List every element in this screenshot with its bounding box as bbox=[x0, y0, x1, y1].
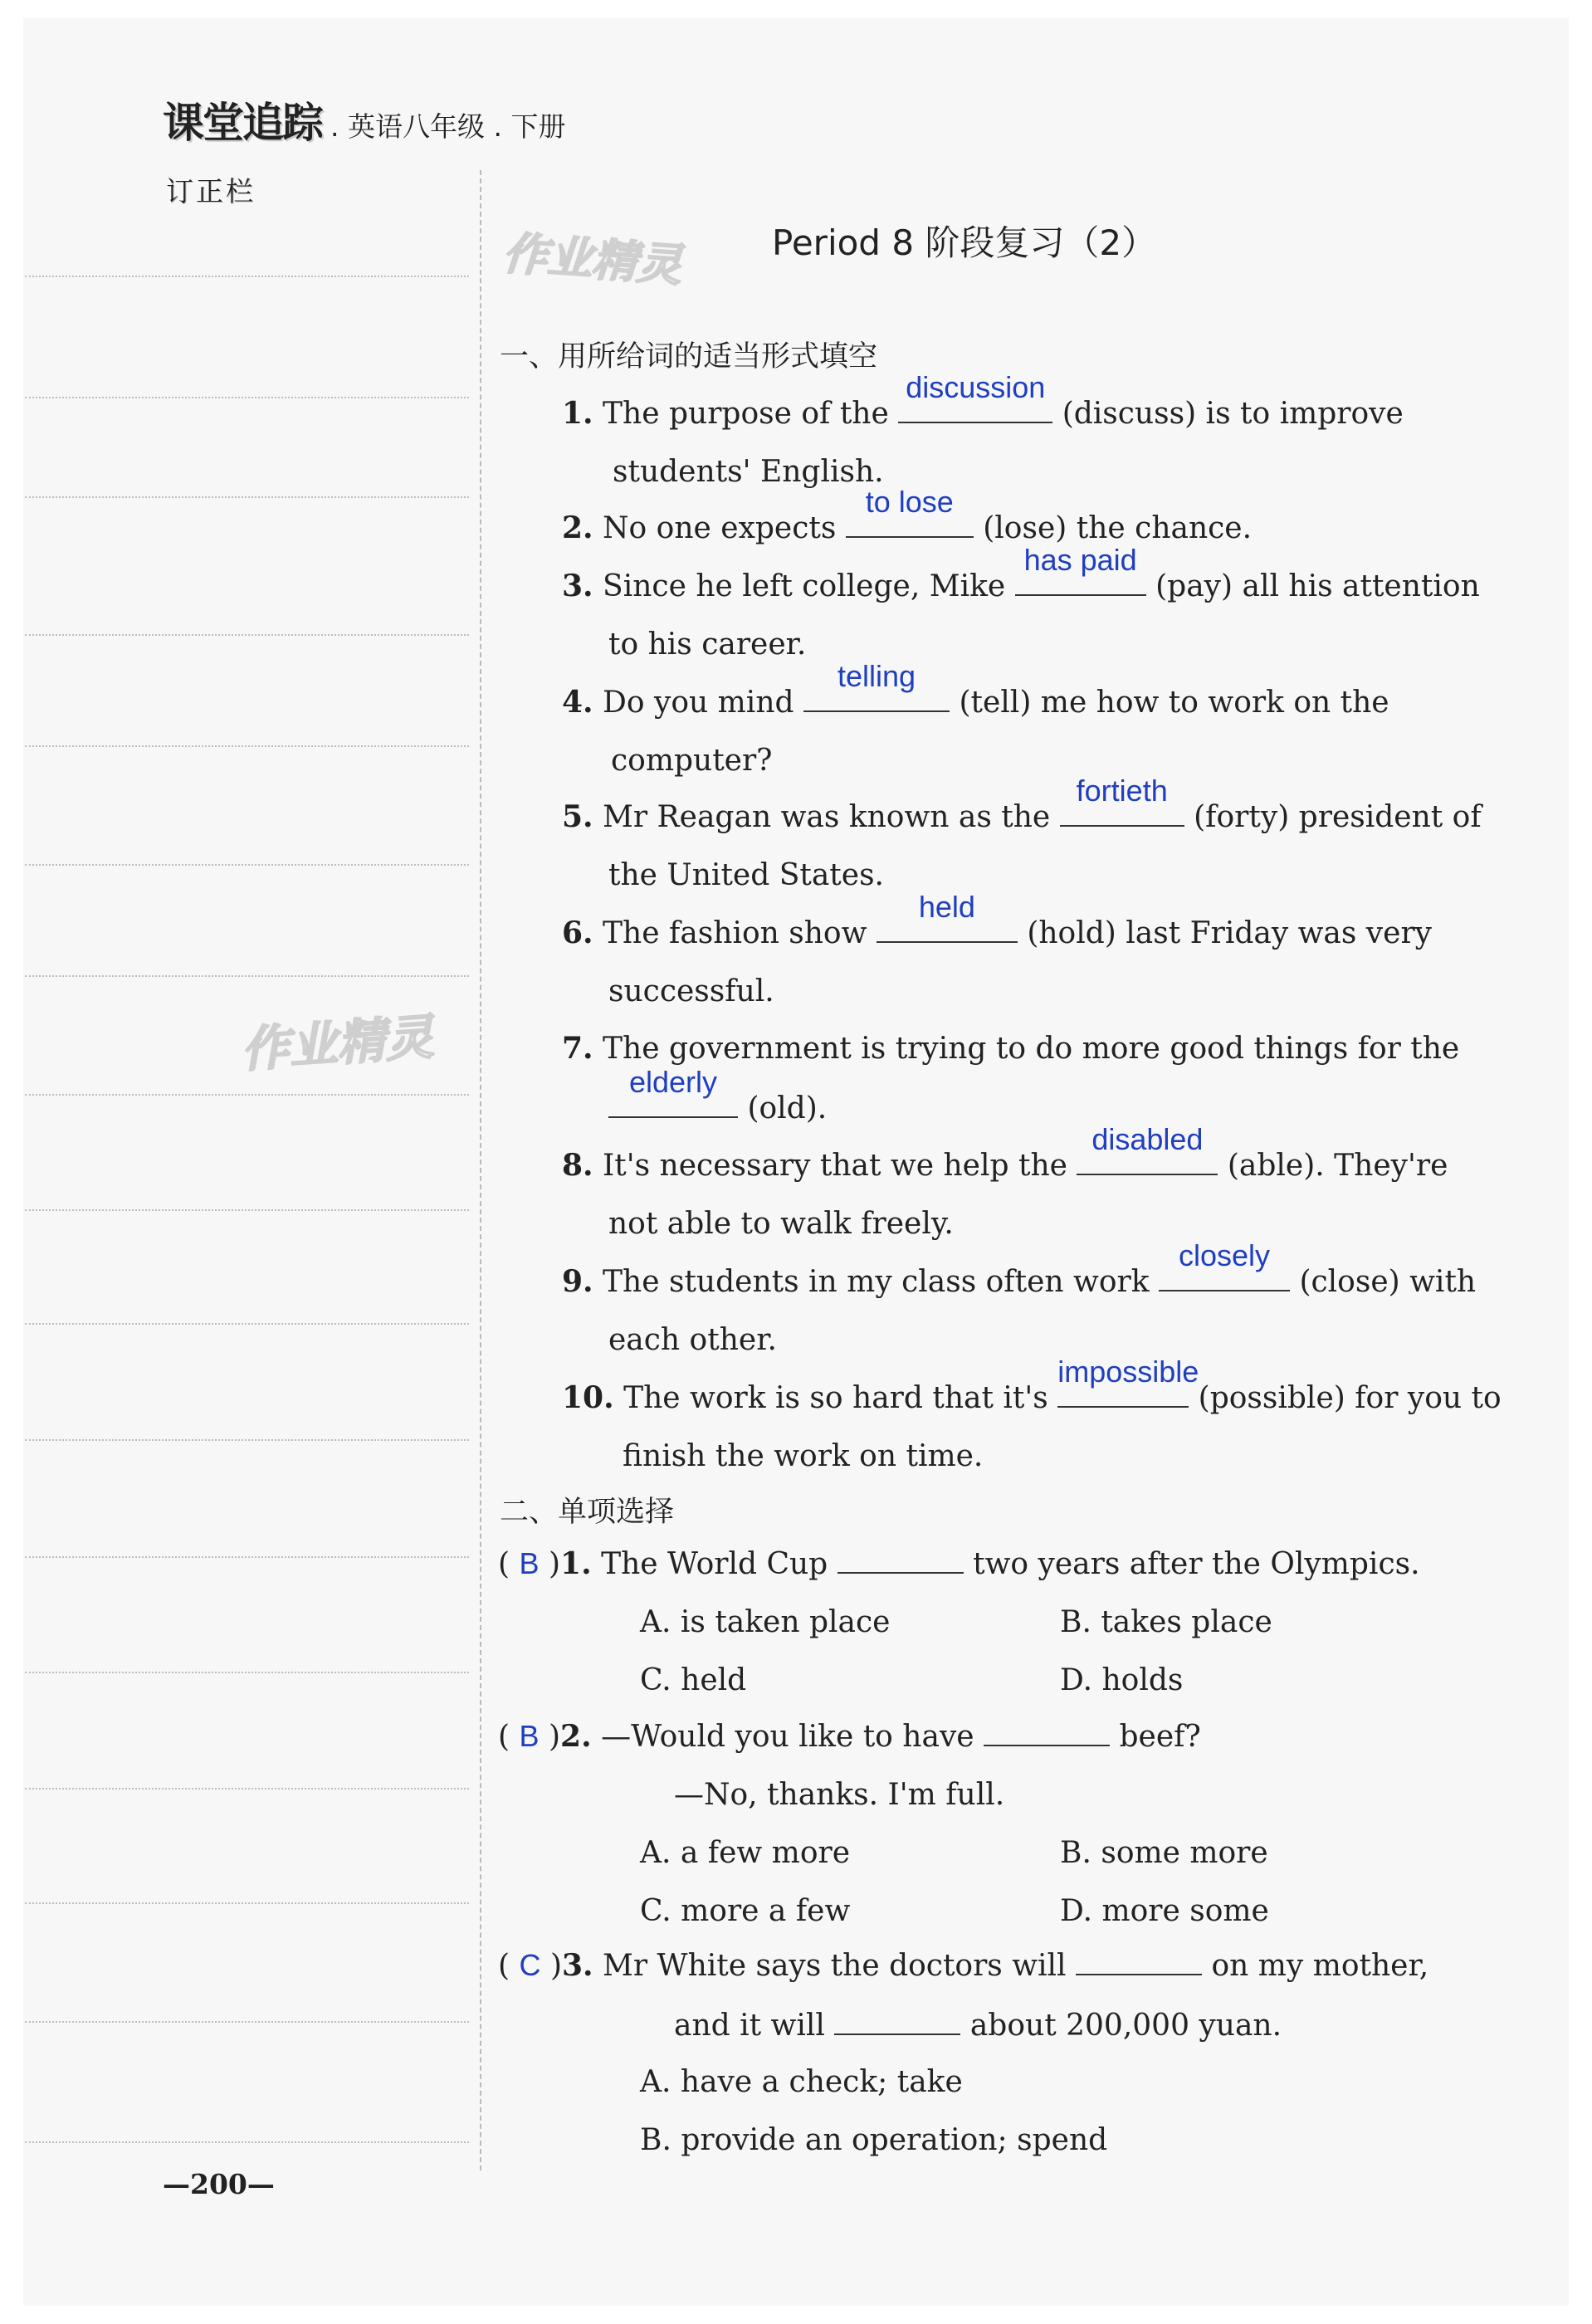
correction-line bbox=[25, 1788, 469, 1789]
handwritten-choice: C bbox=[519, 1948, 541, 1982]
question-number: 2. bbox=[562, 510, 593, 545]
question-text-continued: to his career. bbox=[608, 627, 807, 662]
question-text: two years after the Olympics. bbox=[973, 1547, 1420, 1581]
answer-blank[interactable] bbox=[1057, 1355, 1199, 1408]
question-text: on my mother, bbox=[1211, 1949, 1429, 1983]
correction-line bbox=[25, 276, 469, 277]
answer-blank bbox=[1076, 1936, 1202, 1975]
handwritten-choice: B bbox=[519, 1719, 540, 1753]
correction-line bbox=[25, 864, 469, 866]
correction-line bbox=[25, 1094, 469, 1096]
question-text-continued: computer? bbox=[611, 744, 773, 778]
question-text: (pay) all his attention bbox=[1155, 569, 1480, 603]
correction-line bbox=[25, 745, 469, 747]
question-text: (forty) president of bbox=[1194, 800, 1482, 834]
page-number: —200— bbox=[163, 2168, 275, 2200]
answer-blank[interactable] bbox=[803, 659, 950, 712]
answer-option[interactable]: C. more a few bbox=[640, 1894, 851, 1928]
question-number: 9. bbox=[562, 1264, 593, 1299]
correction-line bbox=[25, 1439, 469, 1441]
answer-option[interactable]: B. provide an operation; spend bbox=[640, 2123, 1108, 2157]
fill-blank-question bbox=[562, 543, 1480, 674]
question-text: Since he left college, Mike bbox=[603, 569, 1006, 603]
question-text-continued: students' English. bbox=[613, 455, 884, 489]
answer-blank[interactable] bbox=[877, 890, 1018, 943]
answer-bracket[interactable]: ( B ) bbox=[498, 1546, 561, 1581]
answer-blank[interactable] bbox=[1077, 1122, 1218, 1175]
correction-line bbox=[25, 1672, 469, 1673]
question-text-continued: and it will bbox=[674, 2009, 825, 2043]
fill-blank-question bbox=[562, 1238, 1477, 1370]
answer-option[interactable]: B. some more bbox=[1060, 1836, 1268, 1870]
handwritten-answer: impossible bbox=[1057, 1355, 1199, 1389]
brand-logo: 课堂追踪 bbox=[163, 99, 322, 147]
handwritten-answer: elderly bbox=[628, 1065, 718, 1099]
question-text-continued: the United States. bbox=[608, 858, 884, 892]
correction-line bbox=[25, 1902, 469, 1904]
question-number: 2. bbox=[560, 1719, 592, 1754]
question-text: (able). They're bbox=[1227, 1149, 1448, 1183]
question-text: Mr Reagan was known as the bbox=[603, 800, 1051, 834]
correction-line bbox=[25, 975, 469, 977]
answer-blank[interactable] bbox=[898, 370, 1052, 423]
question-number: 1. bbox=[562, 396, 593, 431]
watermark: 作业精灵 bbox=[239, 1008, 436, 1078]
handwritten-answer: to lose bbox=[865, 485, 954, 519]
answer-option[interactable]: A. have a check; take bbox=[640, 2065, 963, 2099]
correction-line bbox=[25, 2021, 469, 2023]
question-text: The World Cup bbox=[601, 1547, 828, 1581]
correction-line bbox=[25, 2141, 469, 2143]
question-text-continued: each other. bbox=[608, 1323, 777, 1357]
question-text: (tell) me how to work on the bbox=[959, 686, 1389, 720]
correction-line bbox=[25, 397, 469, 398]
question-text: No one expects bbox=[603, 511, 837, 545]
question-text: The purpose of the bbox=[603, 397, 889, 431]
question-number: 10. bbox=[562, 1380, 614, 1415]
answer-blank[interactable] bbox=[1015, 543, 1146, 596]
question-text-continued: not able to walk freely. bbox=[608, 1207, 954, 1241]
question-text: beef? bbox=[1119, 1720, 1201, 1754]
choice-question bbox=[498, 1706, 1201, 1824]
question-text-continued: about 200,000 yuan. bbox=[969, 2009, 1282, 2043]
question-text: The work is so hard that it's bbox=[623, 1381, 1048, 1415]
correction-line bbox=[25, 1323, 469, 1325]
answer-option[interactable]: B. takes place bbox=[1060, 1605, 1272, 1639]
question-number: 4. bbox=[562, 685, 593, 720]
question-text: The fashion show bbox=[603, 916, 867, 950]
fill-blank-question bbox=[562, 890, 1432, 1021]
answer-blank bbox=[834, 1995, 960, 2035]
answer-blank bbox=[984, 1706, 1110, 1746]
fill-blank-question bbox=[562, 1355, 1502, 1486]
answer-option[interactable]: D. more some bbox=[1060, 1894, 1269, 1928]
correction-line bbox=[25, 1209, 469, 1211]
question-text: It's necessary that we help the bbox=[603, 1149, 1067, 1183]
answer-option[interactable]: C. held bbox=[640, 1663, 747, 1697]
question-text: (possible) for you to bbox=[1198, 1381, 1502, 1415]
answer-bracket[interactable]: ( C ) bbox=[498, 1948, 562, 1983]
answer-blank[interactable] bbox=[1159, 1238, 1290, 1291]
choice-question bbox=[498, 1936, 1428, 2055]
section-heading: 一、用所给词的适当形式填空 bbox=[500, 340, 878, 374]
answer-bracket[interactable]: ( B ) bbox=[498, 1719, 561, 1754]
question-number: 3. bbox=[562, 569, 593, 603]
page-title: Period 8 阶段复习（2） bbox=[772, 222, 1157, 263]
question-number: 3. bbox=[562, 1948, 593, 1983]
question-number: 8. bbox=[562, 1148, 593, 1183]
header bbox=[163, 90, 565, 149]
question-number: 6. bbox=[562, 915, 593, 950]
handwritten-answer: telling bbox=[837, 659, 916, 693]
fill-blank-question bbox=[562, 1019, 1459, 1138]
question-number: 5. bbox=[562, 799, 593, 834]
handwritten-answer: discussion bbox=[906, 370, 1046, 404]
question-text: —Would you like to have bbox=[601, 1720, 974, 1754]
answer-blank bbox=[838, 1534, 964, 1574]
handwritten-answer: closely bbox=[1178, 1238, 1271, 1272]
subject-label: . 英语八年级 . 下册 bbox=[330, 110, 566, 143]
question-text-continued: —No, thanks. I'm full. bbox=[674, 1778, 1005, 1812]
answer-blank[interactable] bbox=[608, 1065, 738, 1118]
question-text: The government is trying to do more good things for the bbox=[603, 1032, 1460, 1066]
question-text: (hold) last Friday was very bbox=[1027, 916, 1432, 950]
fill-blank-question bbox=[562, 774, 1482, 905]
fill-blank-question bbox=[562, 485, 1253, 558]
answer-blank[interactable] bbox=[1060, 774, 1184, 827]
choice-question bbox=[498, 1534, 1420, 1594]
question-number: 7. bbox=[562, 1031, 593, 1066]
question-text-continued: finish the work on time. bbox=[623, 1439, 984, 1473]
question-text: (close) with bbox=[1299, 1265, 1477, 1299]
question-text-continued: successful. bbox=[608, 974, 774, 1008]
handwritten-answer: has paid bbox=[1023, 543, 1137, 577]
question-text: (lose) the chance. bbox=[983, 511, 1253, 545]
correction-line bbox=[25, 634, 469, 636]
fill-blank-question bbox=[562, 370, 1404, 501]
section-heading: 二、单项选择 bbox=[500, 1496, 675, 1529]
answer-blank[interactable] bbox=[846, 485, 974, 538]
correction-column-label: 订正栏 bbox=[166, 175, 256, 208]
question-text: The students in my class often work bbox=[603, 1265, 1150, 1299]
question-text: (old). bbox=[747, 1091, 828, 1125]
question-text: Do you mind bbox=[603, 686, 794, 720]
answer-option[interactable]: A. is taken place bbox=[640, 1605, 891, 1639]
watermark: 作业精灵 bbox=[501, 227, 684, 292]
correction-line bbox=[25, 1556, 469, 1558]
question-number: 1. bbox=[560, 1546, 592, 1581]
handwritten-answer: fortieth bbox=[1076, 774, 1168, 808]
correction-line bbox=[25, 496, 469, 498]
handwritten-choice: B bbox=[519, 1546, 540, 1580]
handwritten-answer: held bbox=[918, 890, 975, 924]
answer-option[interactable]: D. holds bbox=[1060, 1663, 1184, 1697]
question-text: Mr White says the doctors will bbox=[603, 1949, 1067, 1983]
answer-option[interactable]: A. a few more bbox=[640, 1836, 851, 1870]
fill-blank-question bbox=[562, 659, 1389, 790]
column-divider bbox=[480, 170, 481, 2170]
handwritten-answer: disabled bbox=[1091, 1122, 1204, 1156]
question-text: (discuss) is to improve bbox=[1062, 397, 1404, 431]
fill-blank-question bbox=[562, 1122, 1448, 1253]
